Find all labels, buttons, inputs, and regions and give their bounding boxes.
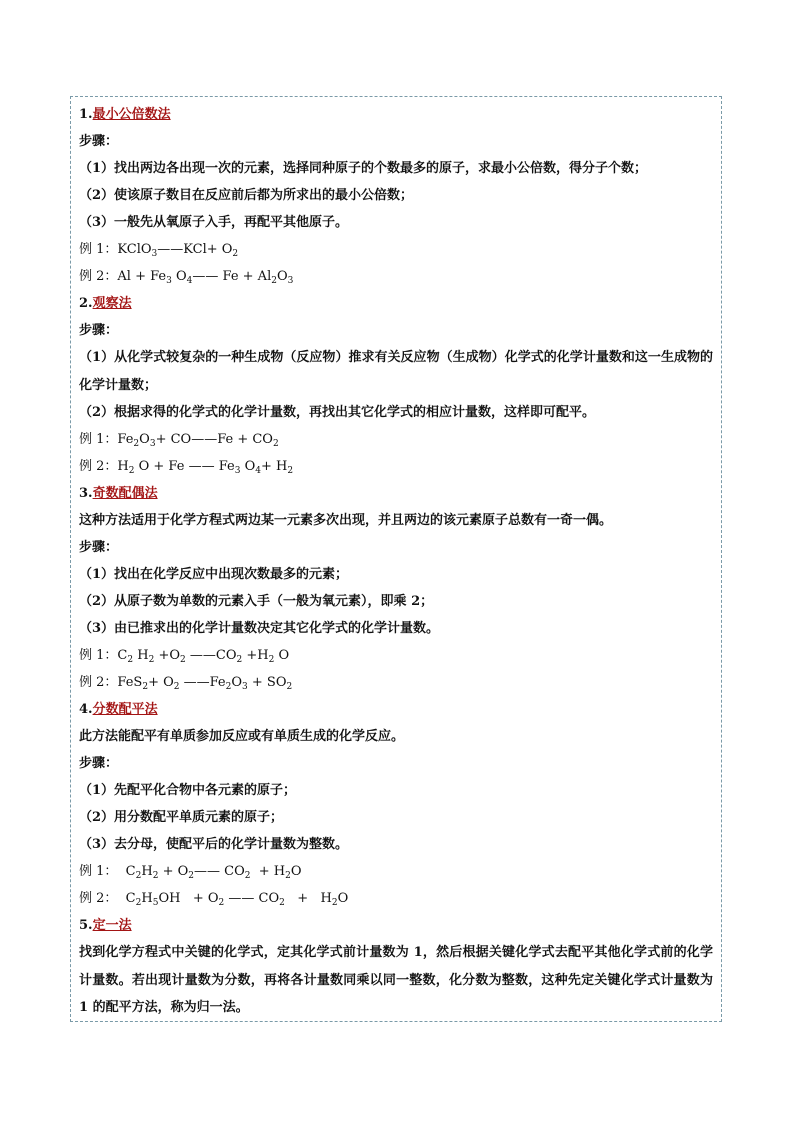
section-1-heading: 1.最小公倍数法 [79, 107, 171, 122]
section-3-example-1: 例 1：$C_2$ $H_2 +O_2$ $——CO_2 +H_2$ O [79, 648, 290, 665]
section-4-intro: 此方法能配平有单质参加反应或有单质生成的化学反应。 [79, 729, 405, 744]
section-2-title: 观察法 [92, 296, 132, 311]
section-1-title: 最小公倍数法 [92, 107, 171, 122]
section-4-step-3: （3）去分母，使配平后的化学计量数为整数。 [79, 837, 349, 852]
section-4-step-2: （2）用分数配平单质元素的原子； [79, 810, 284, 825]
section-5-title: 定一法 [92, 918, 132, 933]
section-3-step-3: （3）由已推求出的化学计量数决定其它化学式的化学计量数。 [79, 621, 440, 636]
section-3-intro: 这种方法适用于化学方程式两边某一元素多次出现，并且两边的该元素原子总数有一奇一偶。 [79, 513, 613, 528]
section-3-heading: 3.奇数配偶法 [79, 486, 158, 501]
section-5-heading: 5.定一法 [79, 918, 132, 933]
section-1-steps-label: 步骤： [79, 134, 119, 149]
section-2-step-1: （1）从化学式较复杂的一种生成物（反应物）推求有关反应物（生成物）化学式的化学计量数和这一生成物的化学计量数； [79, 350, 713, 393]
section-2-heading: 2.观察法 [79, 296, 132, 311]
section-3-steps-label: 步骤： [79, 540, 119, 555]
section-4-title: 分数配平法 [92, 702, 158, 717]
section-2-example-1: 例 1：$Fe_2O_3+$ CO——Fe + $CO_2$ [79, 432, 279, 449]
section-3-step-2: （2）从原子数为单数的元素入手（一般为氧元素），即乘 2； [79, 594, 434, 609]
section-1-example-1: 例 1：KClO$_3$——KCl+ $O_2$ [79, 242, 239, 259]
section-1-step-2: （2）使该原子数目在反应前后都为所求出的最小公倍数； [79, 188, 414, 203]
section-3-title: 奇数配偶法 [92, 486, 158, 501]
section-4-example-1: 例 1： $C_2H_2$ + $O_2——$ $CO_2 + H_2O$ [79, 864, 302, 881]
section-3-example-2: 例 2：$FeS_2+ O_2$ $——Fe_2O_3 + SO_2$ [79, 675, 293, 692]
section-4-steps-label: 步骤： [79, 756, 119, 771]
section-4-example-2: 例 2： $C_2H_5OH + O_2$ —— $CO_2 + H_2O$ [79, 891, 349, 908]
section-2-steps-label: 步骤： [79, 323, 119, 338]
section-4-heading: 4.分数配平法 [79, 702, 158, 717]
content-box [70, 96, 722, 1022]
section-4-step-1: （1）先配平化合物中各元素的原子； [79, 783, 297, 798]
section-1-step-1: （1）找出两边各出现一次的元素，选择同种原子的个数最多的原子，求最小公倍数，得分子个数； [79, 161, 648, 176]
section-3-step-1: （1）找出在化学反应中出现次数最多的元素； [79, 567, 349, 582]
section-1-example-2: 例 2：$Al + Fe_3$ $O_4——$ $Fe + Al_2O_3$ [79, 269, 294, 286]
section-1-step-3: （3）一般先从氧原子入手，再配平其他原子。 [79, 215, 349, 230]
section-2-example-2: 例 2：$H_2$ O + Fe —— $Fe_3$ $O_4+ H_2$ [79, 459, 294, 476]
section-2-step-2: （2）根据求得的化学式的化学计量数，再找出其它化学式的相应计量数，这样即可配平。 [79, 405, 596, 420]
section-5-body: 找到化学方程式中关键的化学式，定其化学式前计量数为 1，然后根据关键化学式去配平其他化学式前的化学计量数。若出现计量数为分数，再将各计量数同乘以同一整数，化分数为整数，这种先定关键化学式计量数为 1 的配平方法，称为归一法。 [79, 945, 713, 1015]
